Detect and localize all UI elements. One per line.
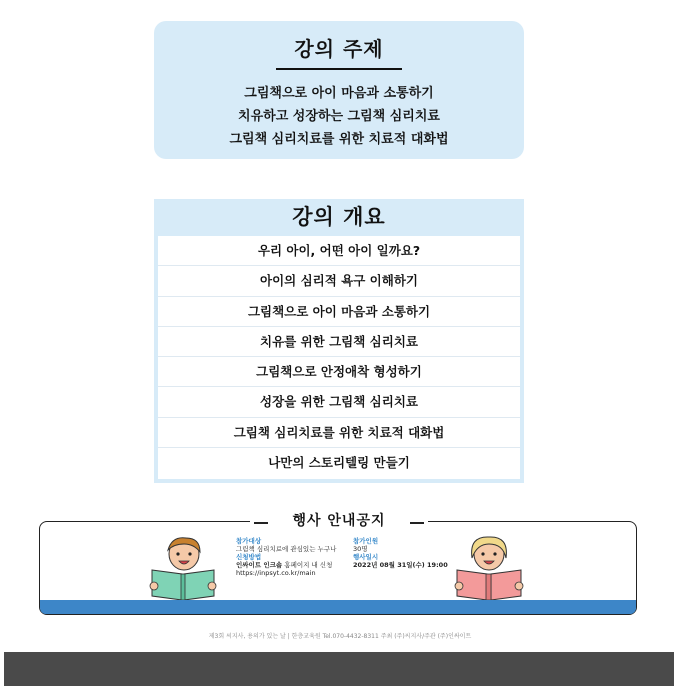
method-value-rest: 홈페이지 내 신청 <box>282 561 333 569</box>
footer-bar <box>4 652 674 686</box>
overview-box <box>154 199 524 483</box>
overview-item: 그림책으로 아이 마음과 소통하기 <box>158 297 520 327</box>
topic-line-1: 그림책으로 아이 마음과 소통하기 <box>244 86 434 101</box>
topic-underline <box>276 68 402 70</box>
overview-item: 그림책으로 안정애착 형성하기 <box>158 357 520 387</box>
overview-item: 그림책 심리치료를 위한 치료적 대화법 <box>158 418 520 448</box>
overview-item: 나만의 스토리텔링 만들기 <box>268 455 410 471</box>
topic-title: 강의 주제 <box>294 37 384 61</box>
footer-info: 제3회 씨지사, 용의가 있는 날 | 한층교육원 Tel.070-4432-8311 주최 (주)씨지사/주관 (주)인싸이트 <box>208 633 472 640</box>
reading-child-icon <box>453 532 525 602</box>
overview-item: 성장을 위한 그림책 심리치료 <box>158 387 520 417</box>
notice-box <box>39 513 637 615</box>
target-value: 그림책 심리치료에 관심있는 누구나 <box>236 545 337 553</box>
topic-box <box>154 21 524 159</box>
datetime-value: 2022년 08월 31일(수) 19:00 <box>353 561 448 569</box>
notice-title: 행사 안내공지 <box>250 510 428 530</box>
topic-line-3: 그림책 심리치료를 위한 치료적 대화법 <box>229 132 449 147</box>
notice-bottom-bar <box>40 600 636 614</box>
notice-info-right <box>353 537 448 569</box>
method-value-strong: 인싸이트 인크숍 <box>236 561 283 569</box>
overview-item: 아이의 심리적 욕구 이해하기 <box>158 266 520 296</box>
overview-item: 치유를 위한 그림책 심리치료 <box>158 327 520 357</box>
overview-list <box>158 236 520 479</box>
topic-line-2: 치유하고 성장하는 그림책 심리치료 <box>238 109 440 124</box>
reading-child-icon <box>148 532 218 602</box>
method-label: 신청방법 <box>236 553 262 561</box>
overview-title: 강의 개요 <box>292 205 386 229</box>
datetime-label: 행사일시 <box>353 553 379 561</box>
overview-item: 우리 아이, 어떤 아이 일까요? <box>158 236 520 266</box>
target-label: 참가대상 <box>236 537 262 545</box>
capacity-value: 30명 <box>353 545 368 553</box>
method-url-link[interactable]: https://inpsyt.co.kr/main <box>236 569 316 577</box>
capacity-label: 참가인원 <box>353 537 379 545</box>
method-value <box>236 561 336 569</box>
notice-info-left <box>236 537 336 577</box>
